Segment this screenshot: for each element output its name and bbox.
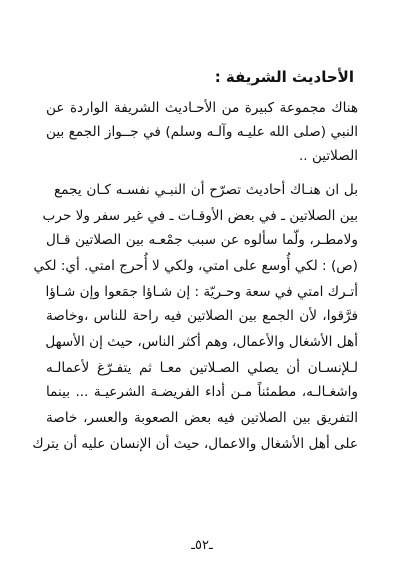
text-line: التفريق بين الصلاتين فيه بعض الصعوبة والعسر، خاصة — [46, 410, 358, 426]
text-line: لـلإنسـان أن يصلي الصـلاتين معـا ثم يتفـرّغ لأعمالـه — [46, 360, 358, 376]
text-line: هناك مجموعة كبيرة من الأحـاديث الشريفة الواردة عن — [46, 100, 358, 116]
text-line: (ص) : لكي أُوسع على امتي، ولكي لا أُحرج امتي. أي: لكي — [33, 258, 358, 274]
text-line: النبي (صلى الله عليـه وآلـه وسلم) في جــواز الجمع بين — [46, 124, 358, 140]
text-line: أهل الأشغال والأعمال، وهم أكثر الناس، حيث إن الأسهل — [45, 334, 358, 350]
text-line: بل ان هنـاك أحاديث تصرّح أن النبـي نفسـه كـان يجمع — [54, 182, 358, 198]
text-line: واشغـالـه، مطمئناً مـن أداء الفريضـة الشرعيـة ... بينما — [46, 384, 358, 400]
page-number: ـ٥٢ـ — [191, 538, 213, 553]
text-line: فرَّقوا، لأن الجمع بين الصلاتين فيه راحة للناس ،وخاصة — [46, 308, 358, 324]
text-line: أتـرك امتي في سعة وحـريّة : إن شـاؤا جمَعوا وإن شـاؤا — [45, 284, 358, 300]
section-heading: الأحاديث الشريفة : — [214, 68, 354, 86]
text-line: على أهل الأشغال والاعمال، حيث أن الإنسان عليه أن يترك — [32, 436, 358, 452]
text-line: الصلاتين .. — [298, 148, 358, 164]
text-line: بين الصلاتين ـ في بعض الأوقـات ـ في غير سفر ولا حرب — [42, 208, 358, 224]
text-line: ولامطـر، ولّما سألوه عن سبب جمْعـه بين الصلاتين قـال — [46, 232, 358, 248]
